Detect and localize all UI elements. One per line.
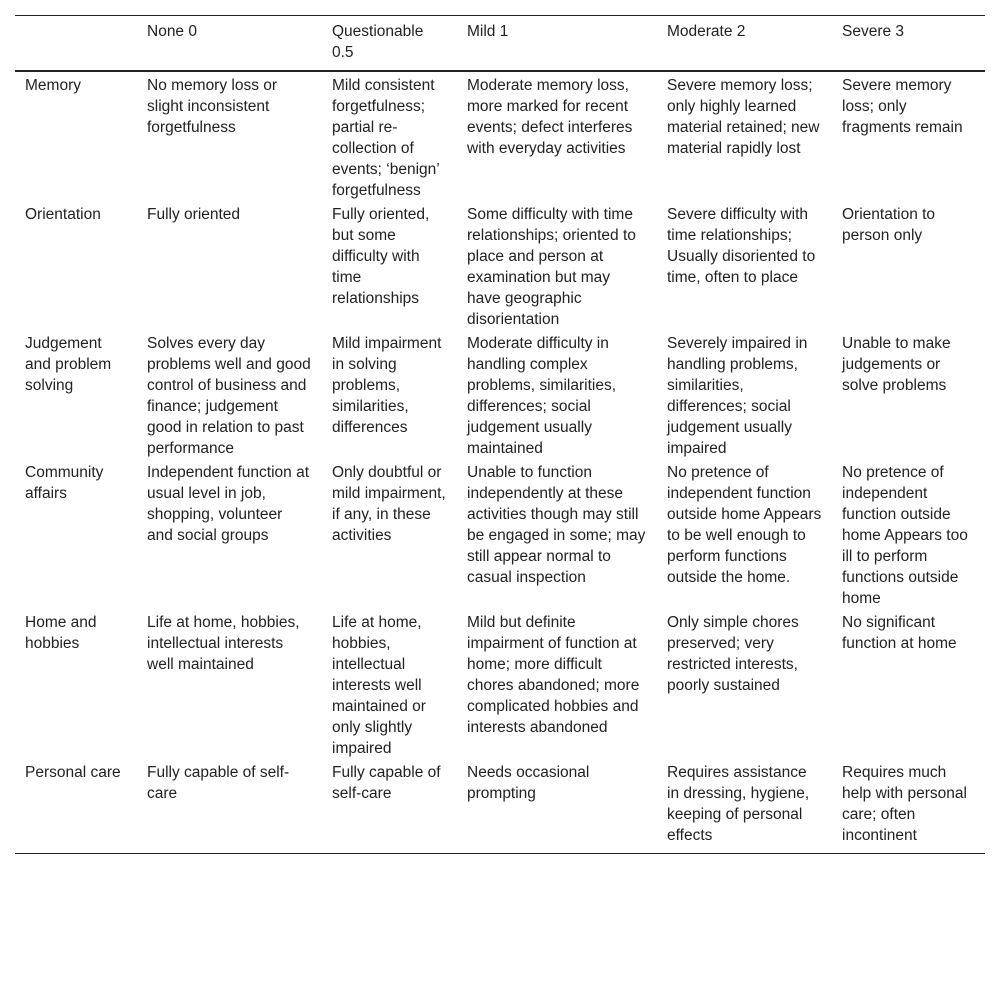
header-cell-moderate: Moderate 2 xyxy=(667,23,746,40)
table-cell: Severely impaired in handling problems, similarities, differences; social judgement usually impaired xyxy=(667,335,808,457)
row-label: Orientation xyxy=(25,206,101,223)
table-container xyxy=(15,15,985,854)
header-cell-none: None 0 xyxy=(147,23,197,40)
table-row xyxy=(15,71,985,202)
table-cell: Mild but definite impairment of function at home; more difficult chores abandoned; more complicated hobbies and interests abandoned xyxy=(467,614,640,736)
table-cell: Fully oriented xyxy=(147,206,241,223)
row-label: Judgement and problem solving xyxy=(25,335,112,394)
cdr-rating-table xyxy=(15,15,985,854)
table-cell: Moderate memory loss, more marked for recent events; defect interferes with everyday activities xyxy=(467,77,633,157)
table-cell: Unable to make judgements or solve problems xyxy=(842,335,951,394)
row-label: Personal care xyxy=(25,764,121,781)
table-cell: No pretence of independent function outside home Appears too ill to perform functions outside home xyxy=(842,464,968,607)
header-cell-severe: Severe 3 xyxy=(842,23,905,40)
header-row xyxy=(15,16,985,72)
table-cell: Needs occasional prompting xyxy=(467,764,590,802)
table-cell: Solves every day problems well and good control of business and finance; judgement good in relation to past performance xyxy=(147,335,311,457)
table-cell: Only doubtful or mild impairment, if any, in these activities xyxy=(332,464,446,544)
table-cell: Mild impairment in solving problems, similarities, differences xyxy=(332,335,442,436)
table-row xyxy=(15,460,985,610)
row-label: Home and hobbies xyxy=(25,614,97,652)
table-cell: Only simple chores preserved; very restricted interests, poorly sustained xyxy=(667,614,799,694)
table-cell: Severe memory loss; only highly learned material retained; new material rapidly lost xyxy=(667,77,820,157)
header-cell-domain xyxy=(15,16,137,72)
table-row xyxy=(15,202,985,331)
table-cell: Requires assistance in dressing, hygiene, keeping of personal effects xyxy=(667,764,810,844)
table-cell: Orientation to person only xyxy=(842,206,936,244)
table-cell: Fully oriented, but some difficulty with time relationships xyxy=(332,206,430,307)
table-body xyxy=(15,71,985,854)
table-cell: Some difficulty with time relationships; oriented to place and person at examination but may have geographic disorientation xyxy=(467,206,636,328)
table-row xyxy=(15,610,985,760)
table-cell: Mild consistent forgetfulness; partial re-collection of events; ‘benign’ forgetfulness xyxy=(332,77,440,199)
table-cell: Severe difficulty with time relationships; Usually disoriented to time, often to place xyxy=(667,206,816,286)
table-cell: No pretence of independent function outside home Appears to be well enough to perform functions outside the home. xyxy=(667,464,822,586)
table-cell: Fully capable of self-care xyxy=(332,764,441,802)
table-cell: Moderate difficulty in handling complex problems, similarities, differences; social judgement usually maintained xyxy=(467,335,617,457)
table-header xyxy=(15,16,985,72)
table-cell: Life at home, hobbies, intellectual interests well maintained xyxy=(147,614,300,673)
row-label: Memory xyxy=(25,77,81,94)
table-cell: Severe memory loss; only fragments remain xyxy=(842,77,963,136)
table-row xyxy=(15,760,985,854)
table-cell: No significant function at home xyxy=(842,614,957,652)
table-cell: Fully capable of self-care xyxy=(147,764,290,802)
table-cell: Independent function at usual level in job, shopping, volunteer and social groups xyxy=(147,464,310,544)
table-cell: Life at home, hobbies, intellectual interests well maintained or only slightly impaired xyxy=(332,614,426,757)
table-cell: Unable to function independently at these activities though may still be engaged in some; may still appear normal to casual inspection xyxy=(467,464,646,586)
table-cell: Requires much help with personal care; often incontinent xyxy=(842,764,967,844)
header-cell-questionable: Questionable 0.5 xyxy=(332,23,424,61)
table-row xyxy=(15,331,985,460)
table-cell: No memory loss or slight inconsistent forgetfulness xyxy=(147,77,278,136)
header-cell-mild: Mild 1 xyxy=(467,23,509,40)
row-label: Community affairs xyxy=(25,464,104,502)
